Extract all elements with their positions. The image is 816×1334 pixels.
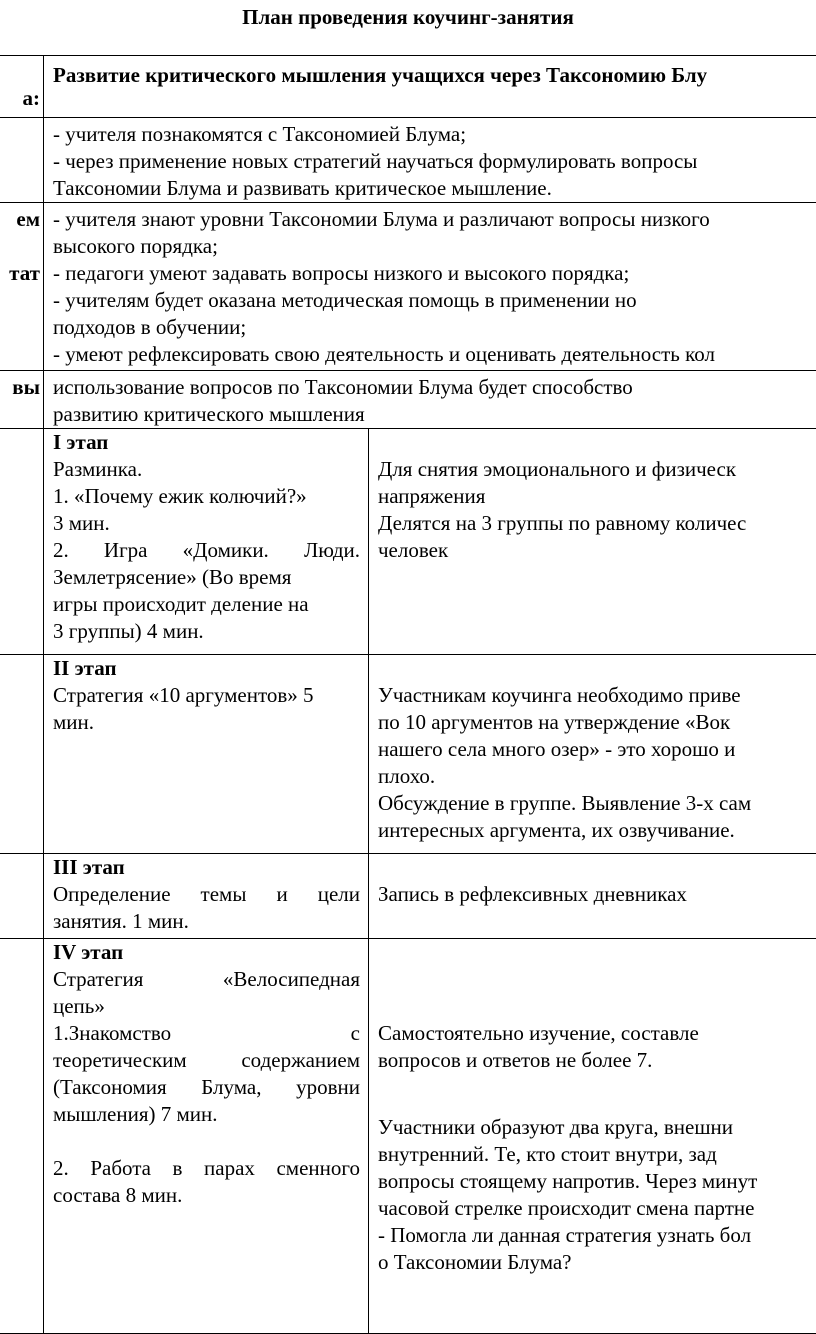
result-line: подходов в обучении;: [53, 315, 247, 339]
stage-right-line: Самостоятельно изучение, составле: [378, 1021, 699, 1045]
stage-right-line: Участники образуют два круга, внешни: [378, 1115, 733, 1139]
idea-line: развитию критического мышления: [53, 402, 365, 426]
stage-left-line: Определение темы и цели: [53, 882, 360, 906]
stage-right-line: плохо.: [378, 764, 436, 788]
stage-left-line: 3 мин.: [53, 511, 110, 535]
goal-line: Таксономии Блума и развивать критическое мышление.: [53, 176, 552, 200]
stage-right-line: Запись в рефлексивных дневниках: [378, 882, 687, 906]
goals-row: [0, 118, 816, 203]
stage-left-line: 1.Знакомство с: [53, 1021, 360, 1045]
stage-right-line: о Таксономии Блума?: [378, 1250, 572, 1274]
result-line: высокого порядка;: [53, 234, 218, 258]
ideas-row: [0, 371, 816, 429]
page-title: План проведения коучинг-занятия: [242, 5, 574, 29]
stage-left-line: 3 группы) 4 мин.: [53, 619, 204, 643]
stage-right-line: внутренний. Те, кто стоит внутри, зад: [378, 1142, 717, 1166]
stage-left-line: состава 8 мин.: [53, 1183, 183, 1207]
stage-title: IV этап: [53, 940, 124, 964]
stage-right-line: напряжения: [378, 484, 486, 508]
stage-right-line: по 10 аргументов на утверждение «Вок: [378, 710, 731, 734]
result-line: - учителя знают уровни Таксономии Блума и различают вопросы низкого: [53, 207, 710, 231]
stage-title: I этап: [53, 430, 109, 454]
stage-left-line: Землетрясение» (Во время: [53, 565, 292, 589]
stage-row: [0, 655, 816, 854]
ideas-label: вы: [12, 375, 40, 399]
result-line: - умеют рефлексировать свою деятельность и оценивать деятельность кол: [53, 342, 715, 366]
stage-right-line: вопросов и ответов не более 7.: [378, 1048, 653, 1072]
result-line: - педагоги умеют задавать вопросы низкого и высокого порядка;: [53, 261, 630, 285]
stage-title: II этап: [53, 656, 117, 680]
stage-row: [0, 429, 816, 655]
topic-label: а:: [22, 86, 40, 110]
stage-left-line: теоретическим содержанием: [53, 1048, 360, 1072]
goals-label-cell: [0, 118, 44, 203]
goal-line: - учителя познакомятся с Таксономией Блума;: [53, 122, 467, 146]
stage-left-line: мышления) 7 мин.: [53, 1102, 218, 1126]
stage-right-line: часовой стрелке происходит смена партне: [378, 1196, 755, 1220]
stage-left-spacer: [53, 1128, 360, 1155]
stage-left-line: мин.: [53, 710, 95, 734]
stage-left-line: цепь»: [53, 994, 105, 1018]
stage-left-line: Разминка.: [53, 457, 143, 481]
stage-left-line: Стратегия «Велосипедная: [53, 967, 360, 991]
goal-line: - через применение новых стратегий научаться формулировать вопросы: [53, 149, 698, 173]
stage-left-line: (Таксономия Блума, уровни: [53, 1075, 360, 1099]
stage-row: [0, 854, 816, 939]
idea-line: использование вопросов по Таксономии Блума будет способство: [53, 375, 633, 399]
stage-left-line: 1. «Почему ежик колючий?»: [53, 484, 307, 508]
stage-left-line: Стратегия «10 аргументов» 5: [53, 683, 314, 707]
stage-right-line: Делятся на 3 группы по равному количес: [378, 511, 747, 535]
stage-left-line: 2. Работа в парах сменного: [53, 1156, 360, 1180]
stage-right-line: Для снятия эмоционального и физическ: [378, 457, 737, 481]
topic-text: Развитие критического мышления учащихся через Таксономию Блу: [53, 63, 708, 87]
result-line: - учителям будет оказана методическая помощь в применении но: [53, 288, 637, 312]
stage-right-line: человек: [378, 538, 449, 562]
stage-title: III этап: [53, 855, 125, 879]
results-label-1: ем: [16, 207, 40, 231]
stage-right-line: Участникам коучинга необходимо приве: [378, 683, 741, 707]
stage-right-line: - Помогла ли данная стратегия узнать бол: [378, 1223, 752, 1247]
stage-left-line: занятия. 1 мин.: [53, 909, 189, 933]
stage-left-line: игры происходит деление на: [53, 592, 309, 616]
stage-right-spacer: [378, 1074, 816, 1114]
stage-right-line: нашего села много озер» - это хорошо и: [378, 737, 736, 761]
stage-right-line: Обсуждение в группе. Выявление 3-х сам: [378, 791, 752, 815]
stage-right-line: вопросы стоящему напротив. Через минут: [378, 1169, 758, 1193]
stage-left-line: 2. Игра «Домики. Люди.: [53, 538, 360, 562]
results-row: [0, 203, 816, 371]
lesson-plan-table: [0, 55, 816, 1334]
stage-right-line: интересных аргумента, их озвучивание.: [378, 818, 735, 842]
stage-row: [0, 939, 816, 1334]
topic-row: [0, 56, 816, 118]
results-label-2: тат: [9, 261, 40, 285]
